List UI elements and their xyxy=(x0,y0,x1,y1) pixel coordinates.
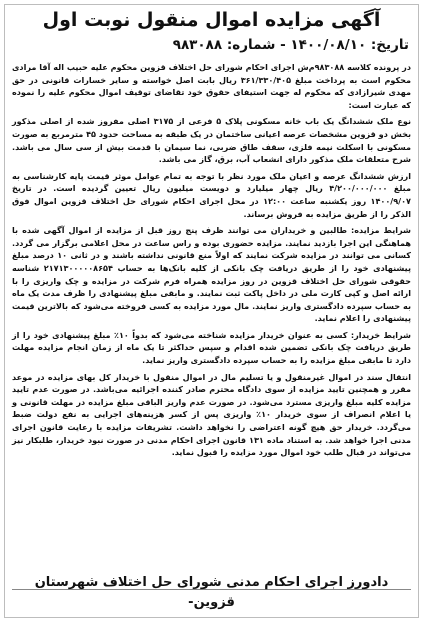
auction-terms-label: شرایط مزایده: xyxy=(351,225,412,236)
valuation-paragraph: ارزش ششدانگ عرصه و اعیان ملک مورد نظر با توجه به تمام عوامل موثر قیمت پایه کارشناسی به مبلغ ۴/۲۰۰/۰۰۰/۰۰۰ ریال چهار میلیارد و دویست میلیون ریال تعیین گردیده است. در تاریخ ۱۴۰۰/۹/۰۷ روز یکشنبه ساعت ۱۲:۰۰ در محل اجرای احکام شورای حل اختلاف قزوین اموال فوق الذکر را از طریق مزایده به فروش برساند. xyxy=(12,170,411,219)
notice-signature: دادورز اجرای احکام مدنی شورای حل اختلاف شهرستان قزوین- xyxy=(34,575,389,610)
buyer-terms-paragraph xyxy=(12,329,411,367)
property-description-paragraph: نوع ملک ششدانگ یک باب خانه مسکونی پلاک ۵ فرعی از ۳۱۷۵ اصلی مفروز شده از اصلی مذکور بخش دو قزوین مشخصات عرصه اعیانی ساختمان در یک طبقه به مساحت حدود ۴۵ مترمربع به صورت مسکونی با اسکلت نیمه فلزی، سقف طاق ضربی، نما سیمان با قدمت بیش از سی سال می باشد. شرح متعلقات ملک مذکور دارای انشعاب آب، برق، گاز می باشد. xyxy=(12,116,411,165)
buyer-terms-label: شرایط خریدار: xyxy=(350,329,412,340)
buyer-terms-text: کسی به عنوان خریدار مزایده شناخته می‌شود که بدواً ۱۰٪ مبلغ پیشنهادی خود را از طریق دریافت چک بانکی تضمین شده اقدام و سپس حداکثر تا یک ماه از زمان انجام مزایده مهلت دارد تا مابقی مبلغ مزایده را به حساب سپرده دادگستری واریز نماید. xyxy=(12,329,411,366)
notice-title: آگهی مزایده اموال منقول نوبت اول xyxy=(42,9,381,31)
transfer-paragraph: انتقال سند در اموال غیرمنقول و یا تسلیم مال در اموال منقول با خریدار کل بهای مزایده در موعد مقرر و همچنین تایید مزایده از سوی دادگاه محترم صادر کننده اجرائیه می‌باشد. در صورت عدم تایید مزایده کلیه مبلغ واریزی مسترد می‌شود. در صورت عدم واریز الباقی مبلغ مزایده در مهلت قانونی و یا اعلام انصراف از سوی خریدار ۱۰٪ واریزی پس از کسر هزینه‌های اجرایی به نفع دولت ضبط می‌گردد. خریدار حق هیچ گونه اعتراضی را نخواهد داشت. تشریفات مزایده با رعایت قانون اجرای مدنی اجرا خواهد شد. به استناد ماده ۱۳۱ قانون اجرای احکام مدنی در صورت نبود خریدار، طلبکار نیز می‌تواند در قبال طلب خود اموال مورد مزایده را قبول نماید. xyxy=(12,371,411,458)
auction-terms-text: طالبین و خریداران می توانند ظرف پنج روز قبل از مزایده از اموال آگهی شده با هماهنگی این اجرا بازدید نمایند. مزایده حضوری بوده و راس ساعت در محل اعلامی برگزار می گردد. کسانی می توانند در مزایده شرکت نمایند که اولاً منع قانونی نداشته باشند و در ثانی ۱۰ درصد مبلغ پیشنهادی خود را از طریق دریافت چک بانکی از کلیه بانک‌ها به حساب ۲۱۷۱۳۰۰۰۰۰۸۶۵۴ شناسه حقوقی شورای حل اختلاف قزوین در روز مزایده همراه فرم شرکت در مزایده و چک واریزی را با ارائه اصل و کپی کارت ملی در داخل پاکت ثبت نمایند. و مابقی مبلغ پیشنهادی را ظرف مدت یک ماه به حساب سپرده دادگستری واریز نمایند. مال مورد مزایده به کسی فروخته می‌شود که بالاترین قیمت پیشنهادی را اعلام نماید. xyxy=(12,225,412,324)
notice-date-number: تاریخ: ۱۴۰۰/۰۸/۱۰ - شماره: ۹۸۳۰۸۸ xyxy=(172,37,409,53)
auction-notice xyxy=(4,4,419,618)
auction-terms-paragraph xyxy=(12,224,411,325)
case-intro-paragraph: در پرونده کلاسه ۹۸۳۰۸۸م‌ش اجرای احکام شورای حل اختلاف قزوین محکوم علیه حبیب اله آقا مرادی محکوم است به پرداخت مبلغ ۳۶۱/۳۳۰/۴۰۵ ریال بابت اصل خواسته و سایر خسارات قانونی در حق مهدی شیرازادی که محکوم له جهت استیفای حقوق خود تقاضای توقیف اموال محکوم علیه را نموده که عبارت است: xyxy=(12,62,411,110)
